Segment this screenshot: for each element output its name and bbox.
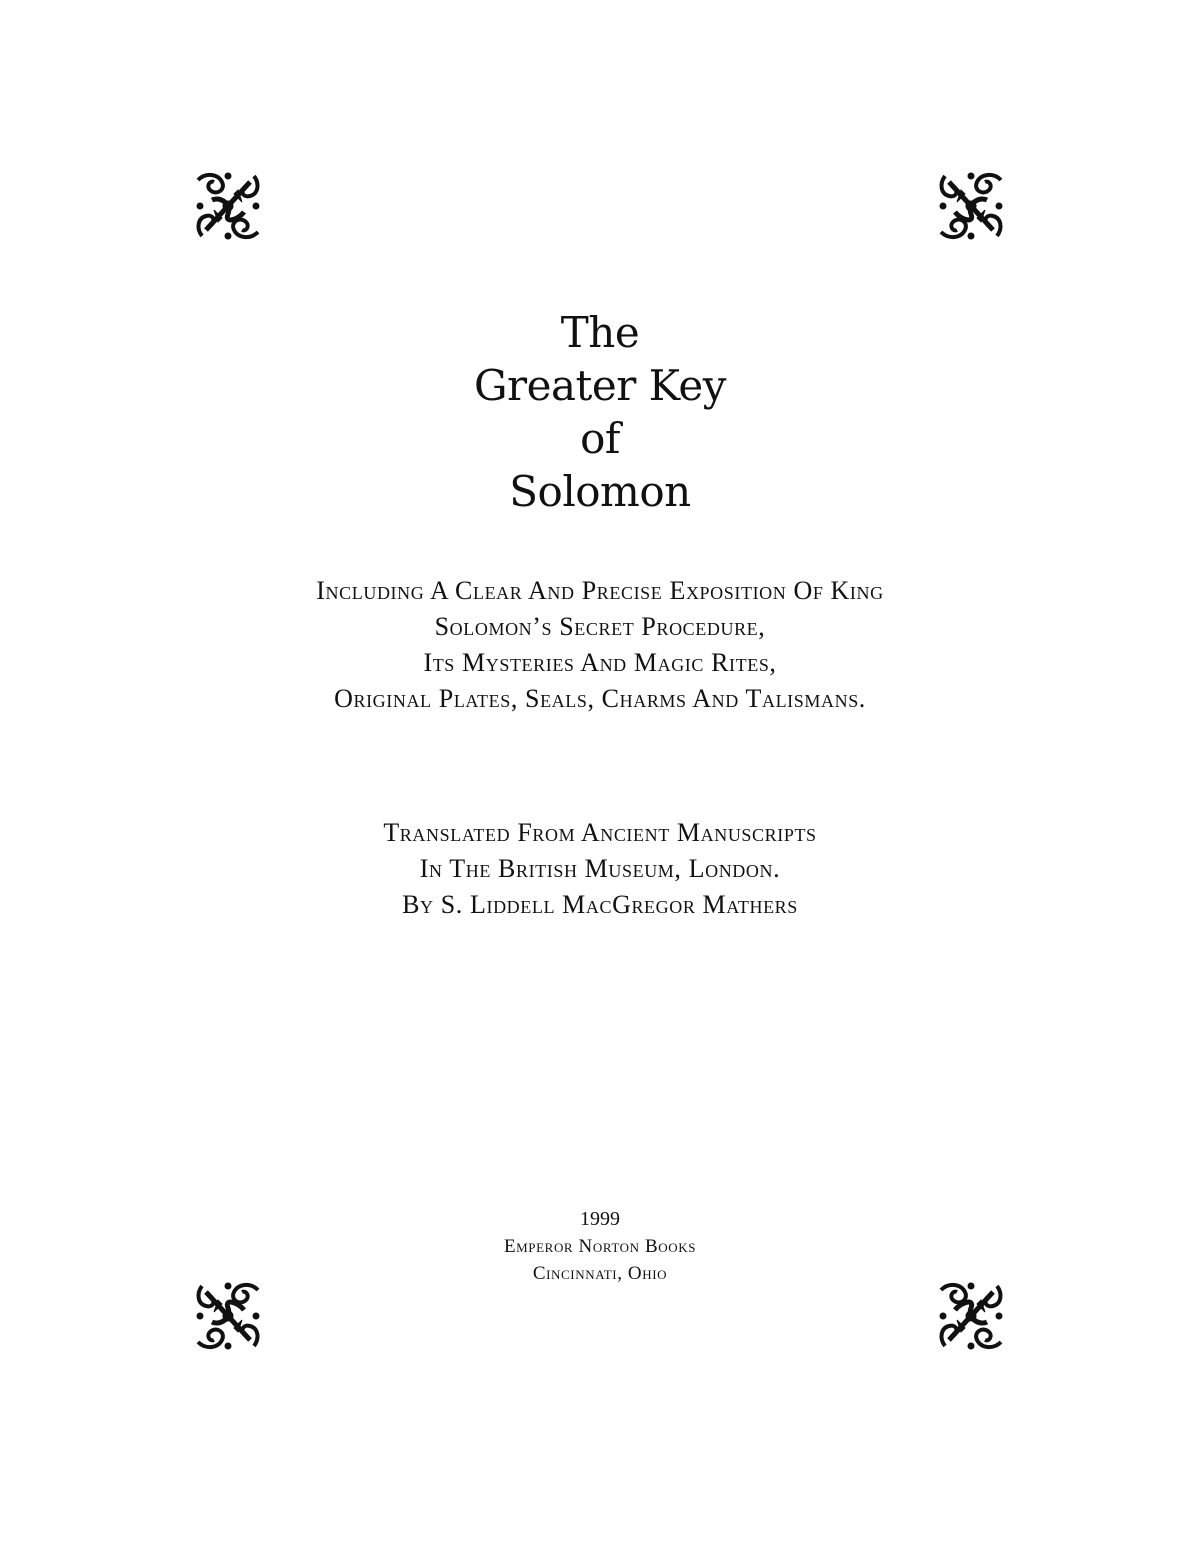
title-line-2: Greater Key [473, 361, 727, 410]
book-subtitle [0, 573, 1200, 717]
translation-line-1: Translated From Ancient Manuscripts [383, 818, 817, 847]
publication-year: 1999 [580, 1208, 620, 1230]
translation-line-2: In The British Museum, London. [419, 854, 781, 883]
subtitle-line-3: Its Mysteries And Magic Rites, [423, 648, 777, 677]
book-title [0, 306, 1200, 518]
title-line-4: Solomon [509, 467, 691, 516]
title-line-1: The [560, 308, 640, 357]
publisher-name: Emperor Norton Books [503, 1236, 697, 1257]
fleuron-ornament-icon [935, 1280, 1007, 1352]
top-right-fleuron-icon [935, 170, 1007, 242]
subtitle-line-2: Solomon’s Secret Procedure, [434, 612, 766, 641]
top-left-fleuron-icon [192, 170, 264, 242]
fleuron-ornament-icon [192, 1280, 264, 1352]
title-line-3: of [580, 414, 620, 463]
translation-credit [0, 815, 1200, 923]
bottom-left-fleuron-icon [192, 1280, 264, 1352]
subtitle-line-1: Including A Clear And Precise Exposition Of King [316, 576, 884, 605]
publisher-location: Cincinnati, Ohio [532, 1263, 668, 1284]
bottom-right-fleuron-icon [935, 1280, 1007, 1352]
translation-line-3: By S. Liddell MacGregor Mathers [402, 890, 798, 919]
fleuron-ornament-icon [935, 170, 1007, 242]
subtitle-line-4: Original Plates, Seals, Charms And Talismans. [334, 684, 866, 713]
fleuron-ornament-icon [192, 170, 264, 242]
publisher-imprint [0, 1206, 1200, 1287]
